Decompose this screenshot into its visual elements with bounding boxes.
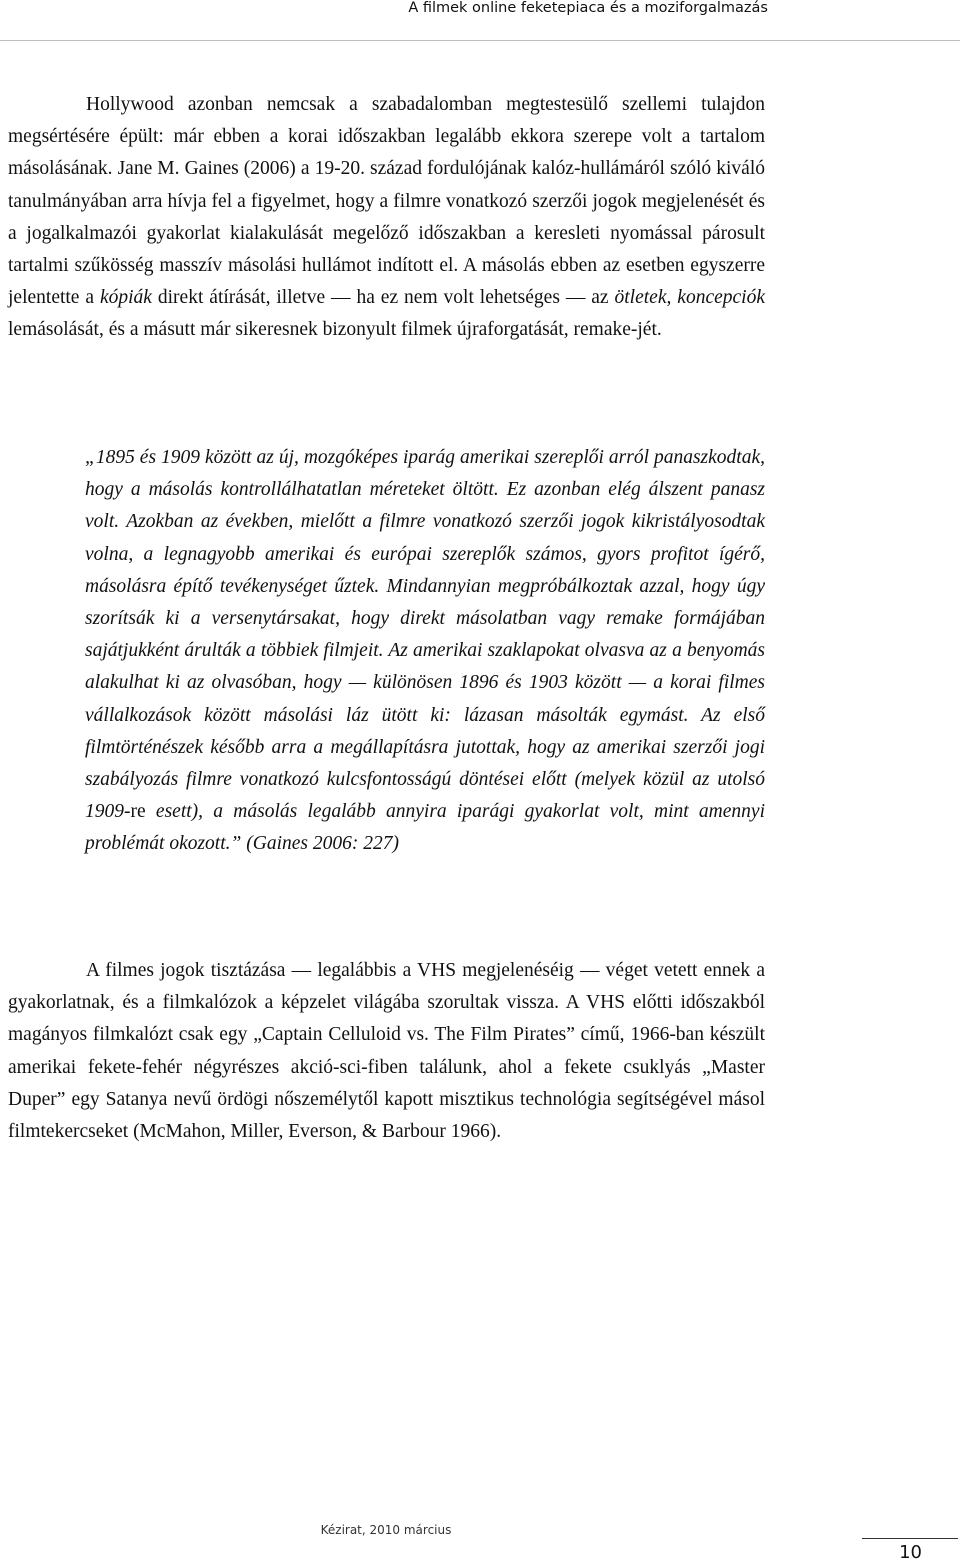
paragraph-text: Hollywood azonban nemcsak a szabadalomban megtestesülő szellemi tulajdon megsértésére épült: már ebben a korai időszakban legalább ekkora szerepe volt a tartalom másolásának. Jane M. Gaines (2006) a 19-20. század fordulójának kalóz-hullámáról szóló kiváló tanulmányában arra hívja fel a figyelmet, hogy a filmre vonatkozó szerzői jogok megjelenését és a jogalkalmazói gyakorlat kialakulását megelőző időszakban a keresleti nyomással párosult tartalmi szűkösség masszív másolási hullámot indított el. A másolás ebben az esetben egyszerre jelentette a <box>8 94 765 309</box>
footer-divider <box>862 1538 958 1539</box>
block-quote <box>85 442 765 861</box>
paragraph-text: direkt átírását, illetve — ha ez nem volt lehetséges — az <box>151 287 615 309</box>
quote-text: esett), a másolás legalább annyira iparági gyakorlat volt, mint amennyi problémát okozott.” (Gaines 2006: 227) <box>85 801 765 855</box>
paragraph-vhs: A filmes jogok tisztázása — legalábbis a VHS megjelenéséig — véget vetett ennek a gyakorlatnak, és a filmkalózok a képzelet világába szorultak vissza. A VHS előtti időszakból magányos filmkalózt csak egy „Captain Celluloid vs. The Film Pirates” című, 1966-ban készült amerikai fekete-fehér négyrészes akció-sci-fiben találunk, ahol a fekete csuklyás „Master Duper” egy Satanya nevű ördögi nőszemélytől kapott misztikus technológia segítségével másol filmtekercseket (McMahon, Miller, Everson, & Barbour 1966). <box>8 960 765 1143</box>
paragraph-text: lemásolását, és a másutt már sikeresnek bizonyult filmek újraforgatását, remake-jét. <box>8 319 662 341</box>
footer-note: Kézirat, 2010 március <box>320 1523 452 1537</box>
running-header-title: A filmek online feketepiaca és a moziforgalmazás <box>408 0 768 16</box>
italic-term: kópiák <box>99 287 152 309</box>
quote-upright-text: re <box>130 801 146 823</box>
page-number: 10 <box>899 1542 922 1563</box>
paragraph-hollywood <box>8 89 765 347</box>
page-header <box>0 0 960 41</box>
italic-term: ötletek, koncepciók <box>614 287 765 309</box>
quote-text: „1895 és 1909 között az új, mozgóképes iparág amerikai szereplői arról panaszkodtak, hogy a másolás kontrollálhatatlan méreteket öltött. Ez azonban elég álszent panasz volt. Azokban az években, mielőtt a filmre vonatkozó szerzői jogok kikristályosodtak volna, a legnagyobb amerikai és európai szereplők számos, gyors profitot ígérő, másolásra építő tevékenységet űztek. Mindannyian megpróbálkoztak azzal, hogy úgy szorítsák ki a versenytársakat, hogy direkt másolatban vagy remake formájában sajátjukként árulták a többiek filmjeit. Az amerikai szaklapokat olvasva az a benyomás alakulhat ki az olvasóban, hogy — különösen 1896 és 1903 között — a korai filmes vállalkozások között másolási láz ütött ki: lázasan másolták egymást. Az első filmtörténészek később arra a megállapításra jutottak, hogy az amerikai szerzői jogi szabályozás filmre vonatkozó kulcsfontosságú döntései előtt (melyek közül az utolsó 1909- <box>85 447 765 823</box>
